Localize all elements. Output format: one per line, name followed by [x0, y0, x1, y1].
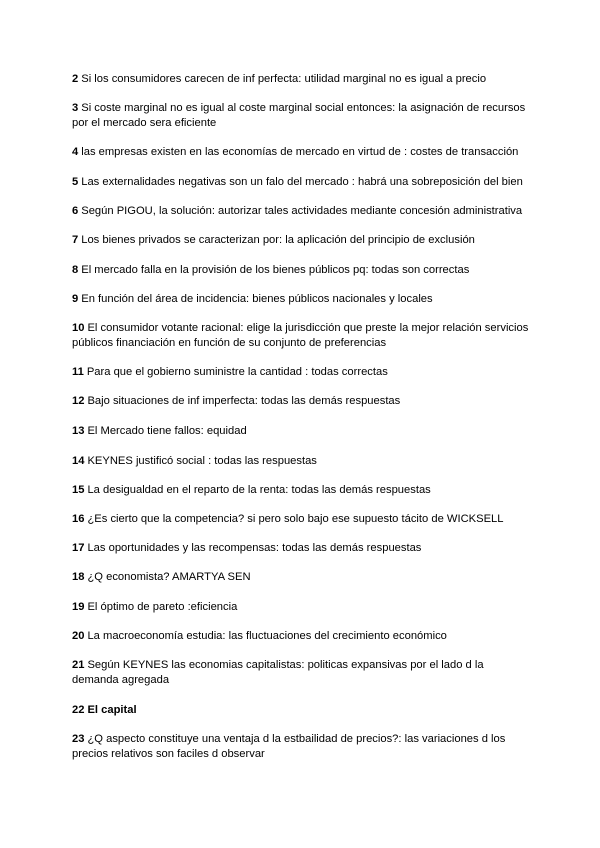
list-item — [72, 175, 532, 190]
item-number: 8 — [72, 264, 79, 276]
item-text: La desigualdad en el reparto de la renta: todas las demás respuestas — [87, 484, 431, 496]
list-item — [72, 454, 532, 469]
list-item — [72, 101, 532, 130]
item-number: 14 — [72, 455, 85, 467]
item-text: ¿Q economista? AMARTYA SEN — [87, 571, 251, 583]
item-number: 6 — [72, 205, 79, 217]
item-text: Si coste marginal no es igual al coste marginal social entonces: la asignación de recursos por el mercado sera eficiente — [72, 102, 526, 129]
item-number: 22 — [72, 704, 85, 716]
item-number: 7 — [72, 234, 79, 246]
item-text: El Mercado tiene fallos: equidad — [87, 425, 247, 437]
item-text: Las externalidades negativas son un falo del mercado : habrá una sobreposición del bien — [81, 176, 523, 188]
item-text: El consumidor votante racional: elige la jurisdicción que preste la mejor relación servicios públicos financiación en función de su conjunto de preferencias — [72, 322, 529, 349]
item-number: 18 — [72, 571, 85, 583]
list-item — [72, 321, 532, 350]
item-text: El capital — [87, 704, 137, 716]
list-item — [72, 629, 532, 644]
item-text: El óptimo de pareto :eficiencia — [87, 601, 238, 613]
item-number: 11 — [72, 366, 84, 378]
list-item — [72, 204, 532, 219]
item-number: 10 — [72, 322, 85, 334]
item-number: 16 — [72, 513, 85, 525]
item-number: 4 — [72, 146, 79, 158]
item-text: ¿Q aspecto constituye una ventaja d la estbailidad de precios?: las variaciones d los precios relativos son faciles d observar — [72, 733, 506, 760]
item-number: 19 — [72, 601, 85, 613]
list-item — [72, 512, 532, 527]
item-text: Los bienes privados se caracterizan por: la aplicación del principio de exclusión — [81, 234, 475, 246]
list-item — [72, 600, 532, 615]
item-number: 15 — [72, 484, 85, 496]
list-item — [72, 263, 532, 278]
item-number: 9 — [72, 293, 79, 305]
item-text: Para que el gobierno suministre la cantidad : todas correctas — [86, 366, 388, 378]
item-text: Bajo situaciones de inf imperfecta: todas las demás respuestas — [87, 395, 401, 407]
item-text: las empresas existen en las economías de mercado en virtud de : costes de transacción — [81, 146, 519, 158]
list-item — [72, 233, 532, 248]
item-text: Las oportunidades y las recompensas: todas las demás respuestas — [87, 542, 422, 554]
list-item — [72, 703, 532, 718]
list-item — [72, 570, 532, 585]
list-item — [72, 72, 532, 87]
list-item — [72, 394, 532, 409]
item-number: 20 — [72, 630, 85, 642]
list-item — [72, 541, 532, 556]
list-item — [72, 365, 532, 380]
item-number: 5 — [72, 176, 79, 188]
item-text: ¿Es cierto que la competencia? si pero solo bajo ese supuesto tácito de WICKSELL — [87, 513, 504, 525]
item-text: Según PIGOU, la solución: autorizar tales actividades mediante concesión administrativa — [81, 205, 523, 217]
item-text: Si los consumidores carecen de inf perfecta: utilidad marginal no es igual a precio — [81, 73, 487, 85]
item-number: 17 — [72, 542, 85, 554]
item-number: 21 — [72, 659, 85, 671]
list-item — [72, 145, 532, 160]
list-item — [72, 483, 532, 498]
list-item — [72, 292, 532, 307]
item-text: La macroeconomía estudia: las fluctuaciones del crecimiento económico — [87, 630, 447, 642]
item-number: 12 — [72, 395, 85, 407]
item-text: El mercado falla en la provisión de los bienes públicos pq: todas son correctas — [81, 264, 470, 276]
item-text: En función del área de incidencia: bienes públicos nacionales y locales — [81, 293, 433, 305]
item-number: 13 — [72, 425, 85, 437]
list-item — [72, 424, 532, 439]
item-number: 23 — [72, 733, 85, 745]
item-number: 3 — [72, 102, 79, 114]
list-item — [72, 732, 532, 761]
item-text: Según KEYNES las economias capitalistas: politicas expansivas por el lado d la demanda agregada — [72, 659, 484, 686]
list-item — [72, 658, 532, 687]
item-number: 2 — [72, 73, 79, 85]
item-text: KEYNES justificó social : todas las respuestas — [87, 455, 317, 467]
